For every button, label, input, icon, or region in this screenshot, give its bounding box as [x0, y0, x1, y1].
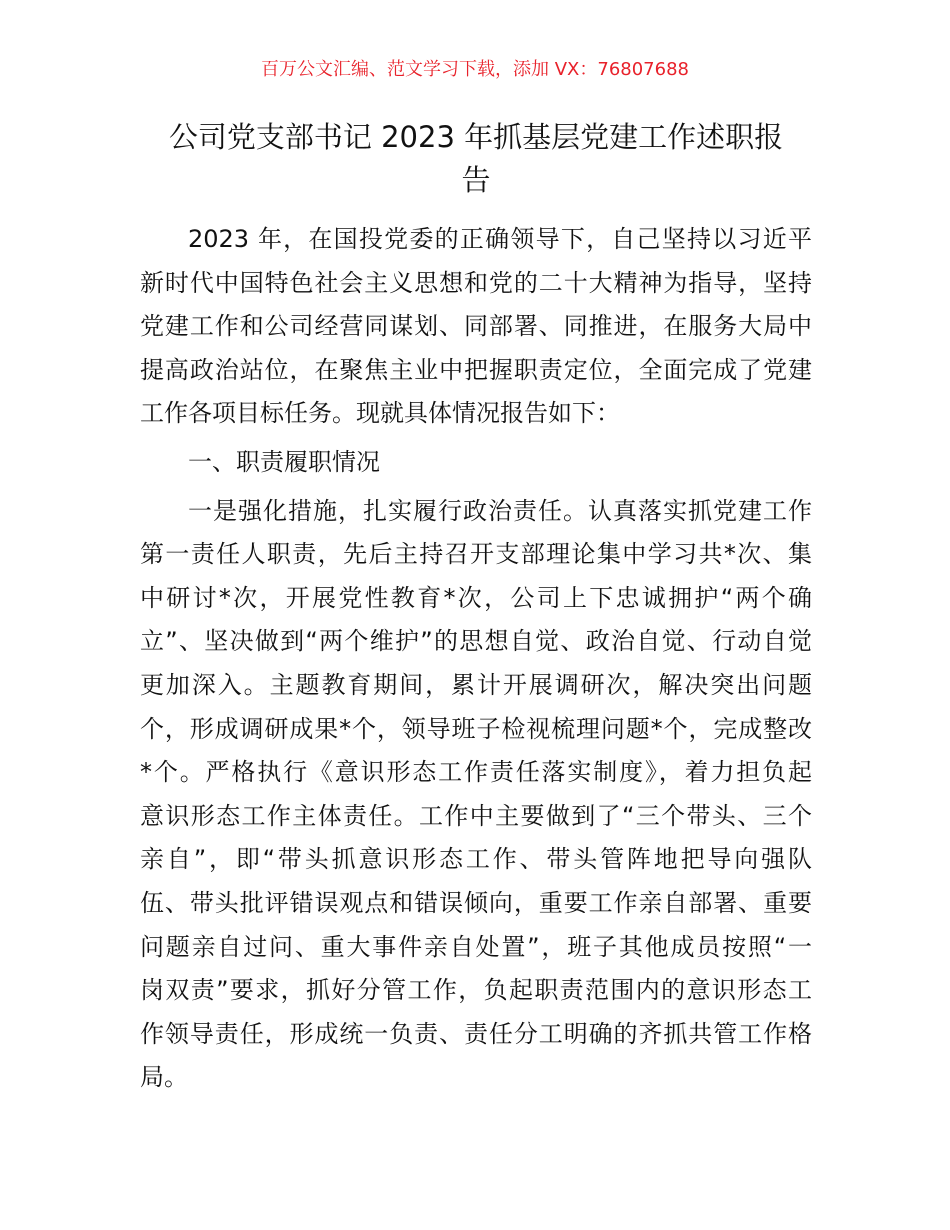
text-line: 亲自”，即“带头抓意识形态工作、带头管阵地把导向强队 — [140, 845, 812, 874]
text-line: 新时代中国特色社会主义思想和党的二十大精神为指导，坚持 — [140, 268, 812, 297]
text-line: 个，形成调研成果*个，领导班子检视梳理问题*个，完成整改 — [140, 714, 812, 743]
text-line: 工作各项目标任务。现就具体情况报告如下： — [140, 399, 620, 428]
document-body — [140, 218, 812, 1100]
text-line: 作领导责任，形成统一负责、责任分工明确的齐抓共管工作格 — [140, 1019, 812, 1048]
text-line: 立”、坚决做到“两个维护”的思想自觉、政治自觉、行动自觉 — [140, 627, 812, 656]
text-line: 中研讨*次，开展党性教育*次，公司上下忠诚拥护“两个确 — [140, 583, 812, 612]
text-line: 2023 年，在国投党委的正确领导下，自己坚持以习近平 — [188, 225, 812, 253]
text-line: 提高政治站位，在聚焦主业中把握职责定位，全面完成了党建 — [140, 355, 812, 384]
text-line: 第一责任人职责，先后主持召开支部理论集中学习共*次、集 — [140, 540, 812, 569]
text-line: 一是强化措施，扎实履行政治责任。认真落实抓党建工作 — [188, 496, 812, 525]
text-line: 问题亲自过问、重大事件亲自处置”，班子其他成员按照“一 — [140, 932, 812, 961]
paragraph — [140, 490, 812, 1100]
section-heading — [140, 441, 812, 485]
title-line: 告 — [461, 163, 491, 197]
text-line: 党建工作和公司经营同谋划、同部署、同推进，在服务大局中 — [140, 312, 812, 341]
text-line: *个。严格执行《意识形态工作责任落实制度》，着力担负起 — [140, 758, 812, 787]
text-line: 一、职责履职情况 — [188, 447, 380, 476]
text-line: 局。 — [140, 1063, 188, 1092]
text-line: 岗双责”要求，抓好分管工作，负起职责范围内的意识形态工 — [140, 976, 812, 1005]
paragraph — [140, 218, 812, 436]
document-title — [140, 116, 812, 202]
text-line: 更加深入。主题教育期间，累计开展调研次，解决突出问题 — [140, 670, 812, 699]
text-line: 意识形态工作主体责任。工作中主要做到了“三个带头、三个 — [140, 801, 812, 830]
watermark-banner: 百万公文汇编、范文学习下载，添加 VX：76807688 — [261, 59, 689, 80]
title-line: 公司党支部书记 2023 年抓基层党建工作述职报 — [168, 120, 784, 154]
text-line: 伍、带头批评错误观点和错误倾向，重要工作亲自部署、重要 — [140, 888, 812, 917]
